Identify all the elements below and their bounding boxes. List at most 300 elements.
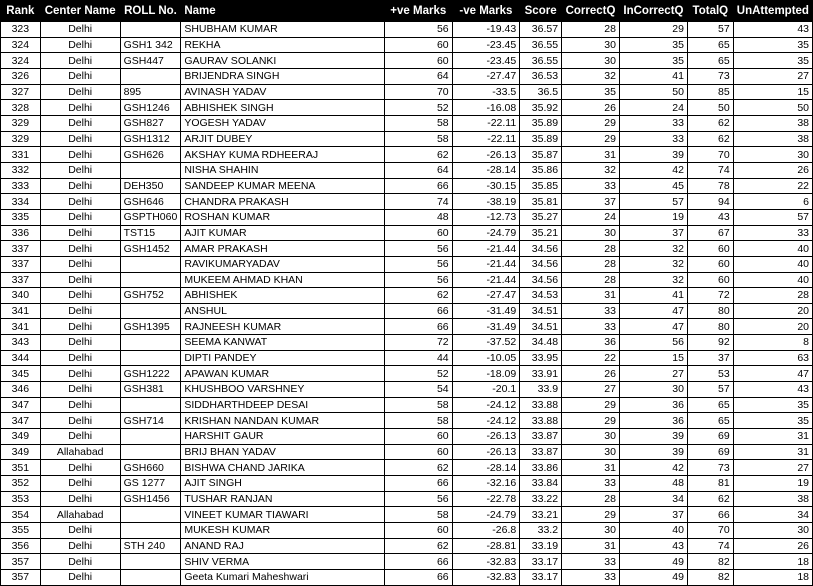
cell-correct-q: 28	[562, 272, 620, 288]
cell-correct-q: 27	[562, 382, 620, 398]
cell-total-q: 60	[687, 256, 733, 272]
cell-correct-q: 22	[562, 350, 620, 366]
cell-positive-marks: 56	[384, 272, 452, 288]
cell-rank: 337	[1, 256, 41, 272]
table-row	[1, 523, 813, 539]
cell-incorrect-q: 42	[619, 460, 687, 476]
cell-name: SHUBHAM KUMAR	[181, 22, 385, 38]
cell-rank: 324	[1, 53, 41, 69]
cell-rank: 329	[1, 131, 41, 147]
cell-correct-q: 32	[562, 68, 620, 84]
cell-positive-marks: 62	[384, 460, 452, 476]
cell-rank: 347	[1, 397, 41, 413]
cell-unattempted: 26	[733, 162, 812, 178]
cell-correct-q: 31	[562, 538, 620, 554]
cell-name: ABHISHEK	[181, 288, 385, 304]
cell-score: 33.84	[520, 476, 562, 492]
cell-rank: 323	[1, 22, 41, 38]
cell-unattempted: 50	[733, 100, 812, 116]
cell-correct-q: 30	[562, 444, 620, 460]
header-score: Score	[520, 1, 562, 22]
cell-correct-q: 36	[562, 335, 620, 351]
cell-roll-no: GSH752	[120, 288, 181, 304]
cell-correct-q: 24	[562, 209, 620, 225]
cell-name: MUKESH KUMAR	[181, 523, 385, 539]
cell-name: HARSHIT GAUR	[181, 429, 385, 445]
cell-total-q: 50	[687, 100, 733, 116]
cell-center-name: Delhi	[40, 147, 120, 163]
cell-score: 33.87	[520, 429, 562, 445]
cell-rank: 341	[1, 319, 41, 335]
table-row	[1, 350, 813, 366]
cell-rank: 355	[1, 523, 41, 539]
cell-name: BRIJENDRA SINGH	[181, 68, 385, 84]
cell-name: KRISHAN NANDAN KUMAR	[181, 413, 385, 429]
table-row	[1, 335, 813, 351]
cell-unattempted: 40	[733, 256, 812, 272]
cell-score: 36.57	[520, 22, 562, 38]
table-row	[1, 476, 813, 492]
cell-score: 33.19	[520, 538, 562, 554]
cell-unattempted: 27	[733, 68, 812, 84]
cell-name: AKSHAY KUMA RDHEERAJ	[181, 147, 385, 163]
cell-negative-marks: -24.79	[452, 507, 520, 523]
cell-negative-marks: -32.83	[452, 554, 520, 570]
cell-correct-q: 29	[562, 397, 620, 413]
cell-positive-marks: 62	[384, 538, 452, 554]
cell-rank: 347	[1, 413, 41, 429]
cell-roll-no	[120, 22, 181, 38]
cell-center-name: Delhi	[40, 68, 120, 84]
cell-positive-marks: 58	[384, 115, 452, 131]
cell-unattempted: 38	[733, 491, 812, 507]
cell-center-name: Delhi	[40, 53, 120, 69]
cell-negative-marks: -27.47	[452, 68, 520, 84]
cell-rank: 353	[1, 491, 41, 507]
cell-name: ARJIT DUBEY	[181, 131, 385, 147]
cell-negative-marks: -21.44	[452, 241, 520, 257]
header-roll-no: ROLL No.	[120, 1, 181, 22]
cell-correct-q: 26	[562, 366, 620, 382]
cell-correct-q: 33	[562, 319, 620, 335]
cell-total-q: 65	[687, 37, 733, 53]
cell-positive-marks: 60	[384, 37, 452, 53]
cell-positive-marks: 66	[384, 319, 452, 335]
table-row	[1, 241, 813, 257]
cell-positive-marks: 60	[384, 53, 452, 69]
table-row	[1, 22, 813, 38]
cell-score: 33.95	[520, 350, 562, 366]
cell-correct-q: 33	[562, 569, 620, 585]
header-positive-marks: +ve Marks	[384, 1, 452, 22]
cell-center-name: Delhi	[40, 37, 120, 53]
cell-unattempted: 8	[733, 335, 812, 351]
cell-negative-marks: -31.49	[452, 319, 520, 335]
table-row	[1, 84, 813, 100]
cell-total-q: 67	[687, 225, 733, 241]
cell-negative-marks: -32.16	[452, 476, 520, 492]
cell-unattempted: 35	[733, 413, 812, 429]
cell-negative-marks: -27.47	[452, 288, 520, 304]
cell-total-q: 57	[687, 382, 733, 398]
cell-name: ABHISHEK SINGH	[181, 100, 385, 116]
cell-rank: 344	[1, 350, 41, 366]
table-row	[1, 303, 813, 319]
cell-incorrect-q: 29	[619, 22, 687, 38]
cell-unattempted: 28	[733, 288, 812, 304]
cell-correct-q: 30	[562, 523, 620, 539]
cell-correct-q: 28	[562, 491, 620, 507]
cell-name: SEEMA KANWAT	[181, 335, 385, 351]
cell-incorrect-q: 47	[619, 303, 687, 319]
cell-incorrect-q: 39	[619, 429, 687, 445]
cell-name: CHANDRA PRAKASH	[181, 194, 385, 210]
cell-name: Geeta Kumari Maheshwari	[181, 569, 385, 585]
cell-roll-no	[120, 272, 181, 288]
cell-total-q: 80	[687, 303, 733, 319]
cell-roll-no	[120, 554, 181, 570]
cell-unattempted: 35	[733, 37, 812, 53]
cell-total-q: 60	[687, 241, 733, 257]
cell-center-name: Delhi	[40, 241, 120, 257]
cell-incorrect-q: 15	[619, 350, 687, 366]
cell-incorrect-q: 37	[619, 225, 687, 241]
cell-positive-marks: 48	[384, 209, 452, 225]
cell-unattempted: 22	[733, 178, 812, 194]
cell-incorrect-q: 32	[619, 256, 687, 272]
cell-rank: 326	[1, 68, 41, 84]
cell-negative-marks: -26.13	[452, 444, 520, 460]
cell-roll-no: GSH660	[120, 460, 181, 476]
table-row	[1, 569, 813, 585]
cell-incorrect-q: 27	[619, 366, 687, 382]
cell-center-name: Delhi	[40, 382, 120, 398]
cell-center-name: Delhi	[40, 303, 120, 319]
cell-positive-marks: 64	[384, 68, 452, 84]
header-incorrect-q: InCorrectQ	[619, 1, 687, 22]
cell-total-q: 62	[687, 131, 733, 147]
cell-correct-q: 30	[562, 53, 620, 69]
cell-positive-marks: 66	[384, 476, 452, 492]
cell-positive-marks: 60	[384, 225, 452, 241]
cell-score: 35.21	[520, 225, 562, 241]
cell-total-q: 80	[687, 319, 733, 335]
cell-total-q: 82	[687, 554, 733, 570]
header-center-name: Center Name	[40, 1, 120, 22]
cell-unattempted: 31	[733, 444, 812, 460]
cell-negative-marks: -18.09	[452, 366, 520, 382]
cell-center-name: Delhi	[40, 335, 120, 351]
cell-negative-marks: -22.11	[452, 115, 520, 131]
cell-total-q: 78	[687, 178, 733, 194]
cell-positive-marks: 66	[384, 178, 452, 194]
cell-name: NISHA SHAHIN	[181, 162, 385, 178]
cell-positive-marks: 54	[384, 382, 452, 398]
cell-center-name: Delhi	[40, 319, 120, 335]
cell-positive-marks: 66	[384, 554, 452, 570]
table-row	[1, 209, 813, 225]
cell-score: 36.5	[520, 84, 562, 100]
table-row	[1, 366, 813, 382]
cell-correct-q: 28	[562, 22, 620, 38]
cell-unattempted: 38	[733, 115, 812, 131]
cell-name: RAVIKUMARYADAV	[181, 256, 385, 272]
cell-correct-q: 29	[562, 413, 620, 429]
cell-roll-no: GSH1395	[120, 319, 181, 335]
header-negative-marks: -ve Marks	[452, 1, 520, 22]
cell-roll-no	[120, 68, 181, 84]
cell-rank: 343	[1, 335, 41, 351]
cell-center-name: Delhi	[40, 429, 120, 445]
cell-rank: 349	[1, 444, 41, 460]
cell-rank: 352	[1, 476, 41, 492]
cell-total-q: 72	[687, 288, 733, 304]
cell-unattempted: 6	[733, 194, 812, 210]
cell-unattempted: 57	[733, 209, 812, 225]
table-row	[1, 288, 813, 304]
cell-rank: 327	[1, 84, 41, 100]
cell-correct-q: 30	[562, 37, 620, 53]
cell-center-name: Allahabad	[40, 507, 120, 523]
cell-incorrect-q: 36	[619, 413, 687, 429]
table-row	[1, 225, 813, 241]
cell-center-name: Delhi	[40, 397, 120, 413]
cell-unattempted: 40	[733, 272, 812, 288]
table-row	[1, 460, 813, 476]
cell-unattempted: 33	[733, 225, 812, 241]
cell-roll-no: GSH626	[120, 147, 181, 163]
cell-roll-no: 895	[120, 84, 181, 100]
cell-center-name: Delhi	[40, 225, 120, 241]
cell-unattempted: 43	[733, 382, 812, 398]
cell-positive-marks: 58	[384, 131, 452, 147]
cell-score: 34.51	[520, 303, 562, 319]
cell-incorrect-q: 49	[619, 569, 687, 585]
cell-score: 34.51	[520, 319, 562, 335]
cell-roll-no: GS 1277	[120, 476, 181, 492]
cell-name: AJIT SINGH	[181, 476, 385, 492]
cell-negative-marks: -33.5	[452, 84, 520, 100]
cell-name: ANAND RAJ	[181, 538, 385, 554]
cell-correct-q: 26	[562, 100, 620, 116]
cell-negative-marks: -26.13	[452, 147, 520, 163]
cell-name: ROSHAN KUMAR	[181, 209, 385, 225]
cell-name: BISHWA CHAND JARIKA	[181, 460, 385, 476]
cell-roll-no: STH 240	[120, 538, 181, 554]
cell-rank: 349	[1, 429, 41, 445]
cell-rank: 324	[1, 37, 41, 53]
cell-correct-q: 28	[562, 241, 620, 257]
cell-score: 33.9	[520, 382, 562, 398]
cell-unattempted: 18	[733, 569, 812, 585]
cell-unattempted: 20	[733, 303, 812, 319]
cell-score: 35.89	[520, 131, 562, 147]
table-row	[1, 162, 813, 178]
cell-correct-q: 33	[562, 303, 620, 319]
cell-name: AVINASH YADAV	[181, 84, 385, 100]
cell-incorrect-q: 42	[619, 162, 687, 178]
cell-total-q: 73	[687, 460, 733, 476]
table-row	[1, 429, 813, 445]
cell-name: AJIT KUMAR	[181, 225, 385, 241]
cell-total-q: 65	[687, 53, 733, 69]
cell-center-name: Delhi	[40, 350, 120, 366]
cell-correct-q: 37	[562, 194, 620, 210]
cell-positive-marks: 62	[384, 288, 452, 304]
cell-unattempted: 34	[733, 507, 812, 523]
cell-roll-no	[120, 429, 181, 445]
cell-name: TUSHAR RANJAN	[181, 491, 385, 507]
cell-center-name: Delhi	[40, 460, 120, 476]
cell-unattempted: 35	[733, 53, 812, 69]
cell-score: 35.86	[520, 162, 562, 178]
cell-score: 35.81	[520, 194, 562, 210]
cell-correct-q: 31	[562, 147, 620, 163]
cell-center-name: Delhi	[40, 569, 120, 585]
cell-incorrect-q: 35	[619, 53, 687, 69]
cell-positive-marks: 60	[384, 444, 452, 460]
cell-total-q: 57	[687, 22, 733, 38]
cell-unattempted: 20	[733, 319, 812, 335]
cell-unattempted: 18	[733, 554, 812, 570]
cell-unattempted: 31	[733, 429, 812, 445]
cell-negative-marks: -28.14	[452, 460, 520, 476]
cell-total-q: 60	[687, 272, 733, 288]
header-unattempted: UnAttempted	[733, 1, 812, 22]
table-row	[1, 319, 813, 335]
cell-total-q: 82	[687, 569, 733, 585]
cell-incorrect-q: 39	[619, 147, 687, 163]
cell-center-name: Delhi	[40, 413, 120, 429]
cell-name: RAJNEESH KUMAR	[181, 319, 385, 335]
cell-incorrect-q: 40	[619, 523, 687, 539]
cell-positive-marks: 74	[384, 194, 452, 210]
table-row	[1, 413, 813, 429]
cell-correct-q: 29	[562, 507, 620, 523]
cell-name: MUKEEM AHMAD KHAN	[181, 272, 385, 288]
cell-score: 34.56	[520, 241, 562, 257]
table-row	[1, 131, 813, 147]
cell-total-q: 69	[687, 429, 733, 445]
cell-negative-marks: -26.13	[452, 429, 520, 445]
cell-rank: 331	[1, 147, 41, 163]
cell-incorrect-q: 19	[619, 209, 687, 225]
cell-incorrect-q: 32	[619, 272, 687, 288]
table-row	[1, 491, 813, 507]
cell-rank: 345	[1, 366, 41, 382]
cell-negative-marks: -26.8	[452, 523, 520, 539]
cell-incorrect-q: 37	[619, 507, 687, 523]
cell-positive-marks: 72	[384, 335, 452, 351]
cell-total-q: 70	[687, 523, 733, 539]
cell-rank: 357	[1, 554, 41, 570]
cell-roll-no	[120, 507, 181, 523]
table-row	[1, 37, 813, 53]
cell-roll-no: DEH350	[120, 178, 181, 194]
cell-unattempted: 63	[733, 350, 812, 366]
cell-rank: 351	[1, 460, 41, 476]
table-body	[1, 22, 813, 586]
cell-score: 35.27	[520, 209, 562, 225]
cell-rank: 357	[1, 569, 41, 585]
table-row	[1, 53, 813, 69]
cell-correct-q: 29	[562, 115, 620, 131]
cell-correct-q: 31	[562, 288, 620, 304]
table-header	[1, 1, 813, 22]
cell-incorrect-q: 34	[619, 491, 687, 507]
cell-positive-marks: 58	[384, 397, 452, 413]
table-row	[1, 554, 813, 570]
cell-incorrect-q: 43	[619, 538, 687, 554]
cell-score: 33.21	[520, 507, 562, 523]
cell-incorrect-q: 41	[619, 288, 687, 304]
cell-negative-marks: -31.49	[452, 303, 520, 319]
cell-name: SANDEEP KUMAR MEENA	[181, 178, 385, 194]
cell-incorrect-q: 39	[619, 444, 687, 460]
cell-rank: 334	[1, 194, 41, 210]
cell-center-name: Delhi	[40, 84, 120, 100]
cell-score: 33.87	[520, 444, 562, 460]
cell-incorrect-q: 24	[619, 100, 687, 116]
cell-roll-no	[120, 350, 181, 366]
cell-positive-marks: 64	[384, 162, 452, 178]
header-total-q: TotalQ	[687, 1, 733, 22]
cell-total-q: 74	[687, 538, 733, 554]
cell-total-q: 43	[687, 209, 733, 225]
cell-total-q: 37	[687, 350, 733, 366]
cell-score: 36.55	[520, 37, 562, 53]
cell-negative-marks: -28.14	[452, 162, 520, 178]
cell-roll-no: GSH1246	[120, 100, 181, 116]
cell-negative-marks: -24.12	[452, 413, 520, 429]
table-row	[1, 115, 813, 131]
cell-negative-marks: -16.08	[452, 100, 520, 116]
table-row	[1, 538, 813, 554]
cell-correct-q: 29	[562, 131, 620, 147]
cell-unattempted: 35	[733, 397, 812, 413]
cell-roll-no	[120, 397, 181, 413]
cell-roll-no: TST15	[120, 225, 181, 241]
table-row	[1, 147, 813, 163]
cell-positive-marks: 60	[384, 429, 452, 445]
cell-rank: 332	[1, 162, 41, 178]
cell-negative-marks: -22.78	[452, 491, 520, 507]
cell-positive-marks: 58	[384, 507, 452, 523]
cell-total-q: 62	[687, 491, 733, 507]
cell-total-q: 94	[687, 194, 733, 210]
cell-total-q: 65	[687, 413, 733, 429]
table-row	[1, 397, 813, 413]
cell-center-name: Delhi	[40, 100, 120, 116]
cell-negative-marks: -12.73	[452, 209, 520, 225]
cell-incorrect-q: 33	[619, 131, 687, 147]
table-row	[1, 100, 813, 116]
cell-score: 35.87	[520, 147, 562, 163]
cell-score: 36.55	[520, 53, 562, 69]
header-row	[1, 1, 813, 22]
cell-score: 33.88	[520, 397, 562, 413]
cell-rank: 340	[1, 288, 41, 304]
cell-center-name: Delhi	[40, 22, 120, 38]
cell-roll-no: GSH381	[120, 382, 181, 398]
cell-unattempted: 38	[733, 131, 812, 147]
cell-score: 34.53	[520, 288, 562, 304]
cell-negative-marks: -22.11	[452, 131, 520, 147]
cell-center-name: Delhi	[40, 476, 120, 492]
cell-negative-marks: -38.19	[452, 194, 520, 210]
cell-total-q: 65	[687, 397, 733, 413]
cell-score: 33.17	[520, 554, 562, 570]
